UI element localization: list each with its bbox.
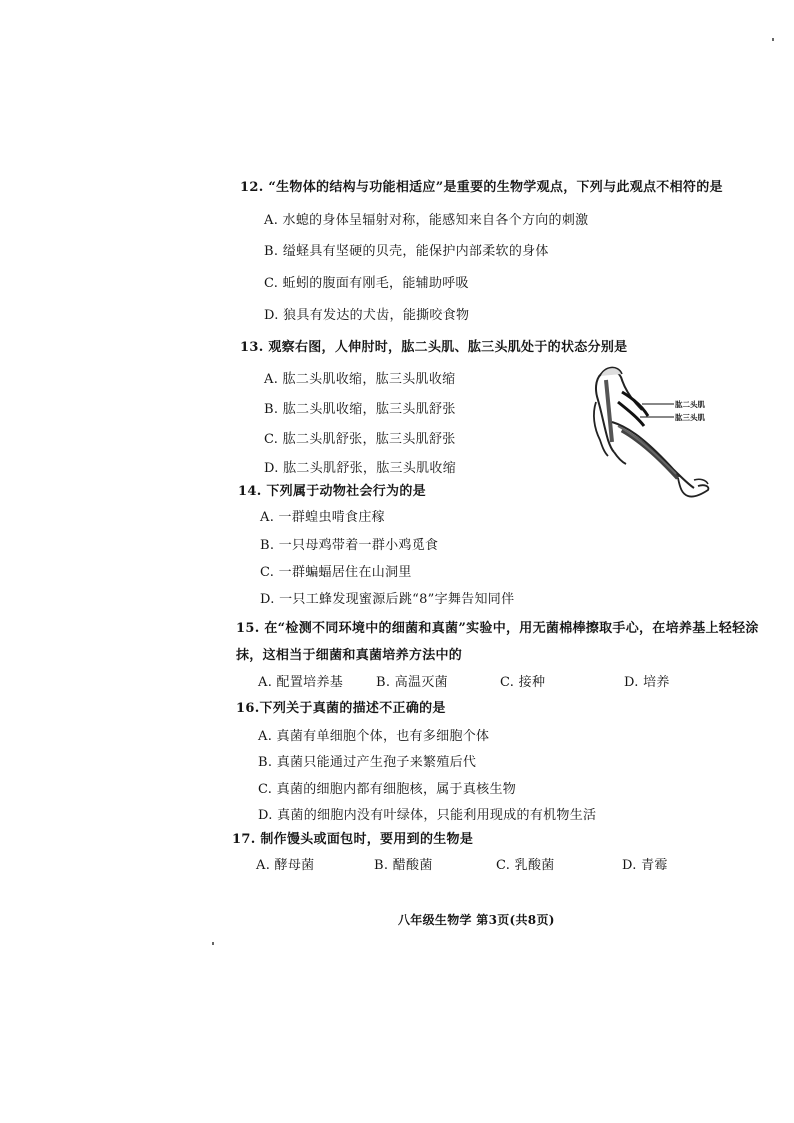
q13-option-a: A. 肱二头肌收缩，肱三头肌收缩 [264,372,456,387]
biceps-label: 肱二头肌 [675,400,705,409]
q12-option-b: B. 缢蛏具有坚硬的贝壳，能保护内部柔软的身体 [264,244,549,259]
q17-option-d: D. 青霉 [622,858,668,873]
q17-option-c: C. 乳酸菌 [496,858,555,873]
q13-option-d: D. 肱二头肌舒张，肱三头肌收缩 [264,461,457,476]
q17-option-a: A. 酵母菌 [256,858,315,873]
q16-option-d: D. 真菌的细胞内没有叶绿体，只能利用现成的有机物生活 [258,808,597,823]
q17-option-b: B. 醋酸菌 [374,858,433,873]
page-footer: 八年级生物学 第3页(共8页) [398,913,555,927]
scan-speck [212,942,214,945]
q14-stem: 14. 下列属于动物社会行为的是 [238,484,426,499]
arm-illustration [582,362,722,502]
q12-option-c: C. 蚯蚓的腹面有刚毛，能辅助呼吸 [264,276,469,291]
q14-option-b: B. 一只母鸡带着一群小鸡觅食 [260,538,439,553]
q16-stem: 16.下列关于真菌的描述不正确的是 [236,701,446,716]
q14-option-c: C. 一群蝙蝠居住在山洞里 [260,565,412,580]
q12-option-a: A. 水螅的身体呈辐射对称，能感知来自各个方向的刺激 [264,213,589,228]
q15-option-b: B. 高温灭菌 [376,675,448,690]
q15-option-d: D. 培养 [624,675,670,690]
q16-option-a: A. 真菌有单细胞个体，也有多细胞个体 [258,729,490,744]
q15-option-a: A. 配置培养基 [258,675,344,690]
q15-stem-line1: 15. 在“检测不同环境中的细菌和真菌”实验中，用无菌棉棒擦取手心，在培养基上轻轻涂 [236,621,759,636]
q12-stem: 12. “生物体的结构与功能相适应”是重要的生物学观点，下列与此观点不相符的是 [240,180,723,195]
q14-option-a: A. 一群蝗虫啃食庄稼 [260,510,385,525]
q14-option-d: D. 一只工蜂发现蜜源后跳“8”字舞告知同伴 [260,592,515,607]
q17-stem: 17. 制作馒头或面包时，要用到的生物是 [232,832,474,847]
q16-option-b: B. 真菌只能通过产生孢子来繁殖后代 [258,755,477,770]
q16-option-c: C. 真菌的细胞内都有细胞核，属于真核生物 [258,782,517,797]
q13-stem: 13. 观察右图，人伸肘时，肱二头肌、肱三头肌处于的状态分别是 [240,340,628,355]
q15-option-c: C. 接种 [500,675,546,690]
triceps-label: 肱三头肌 [675,413,705,422]
arm-muscle-figure [582,362,722,502]
scan-speck [772,38,774,41]
q13-option-b: B. 肱二头肌收缩，肱三头肌舒张 [264,402,456,417]
q15-stem-line2: 抹，这相当于细菌和真菌培养方法中的 [236,648,463,663]
q12-option-d: D. 狼具有发达的犬齿，能撕咬食物 [264,308,470,323]
q13-option-c: C. 肱二头肌舒张，肱三头肌舒张 [264,432,456,447]
